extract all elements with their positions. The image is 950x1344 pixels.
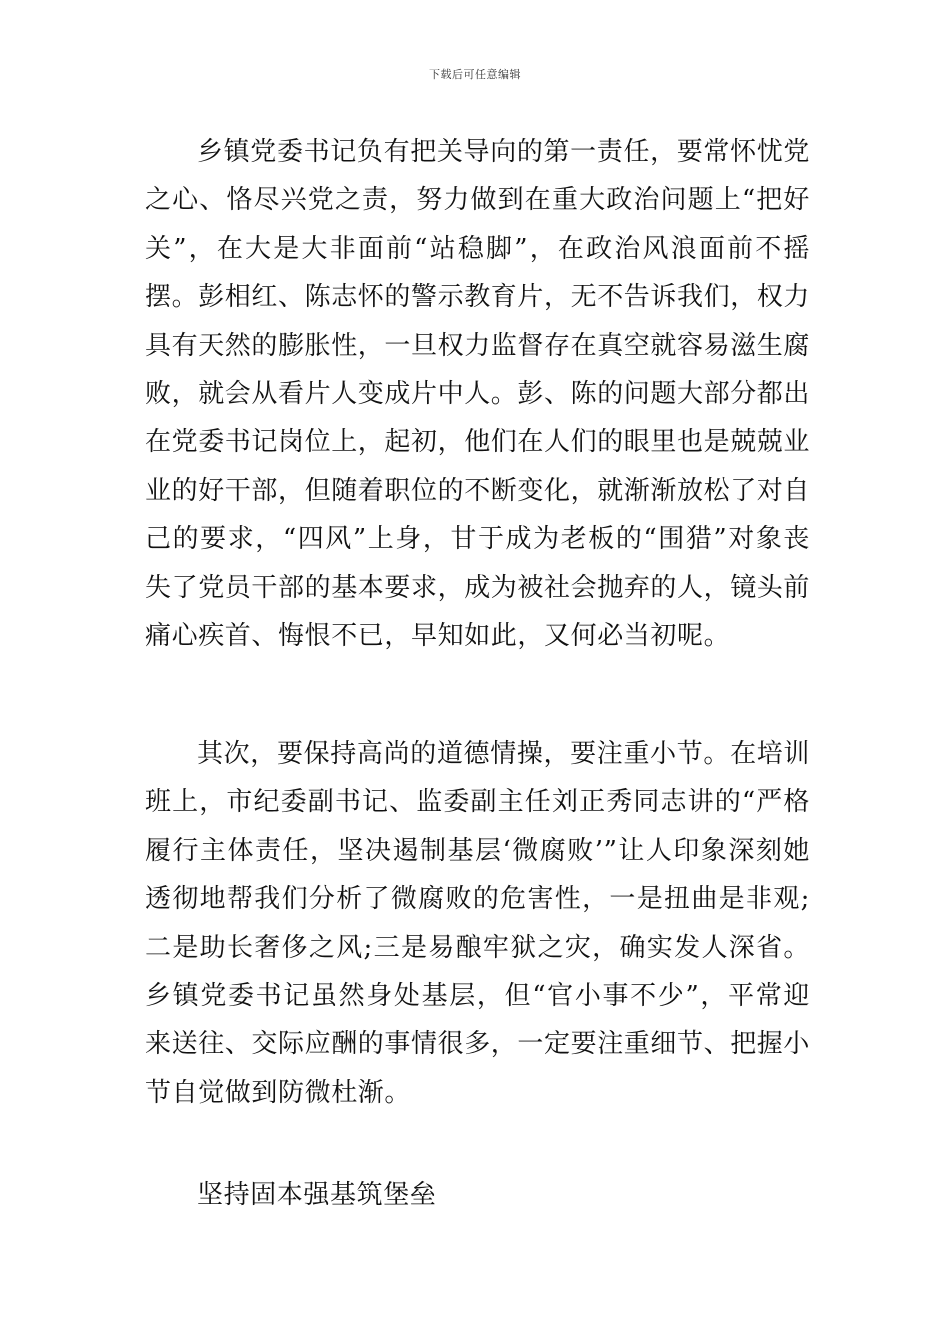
section-heading: 坚持固本强基筑堡垒 — [197, 1180, 437, 1210]
paragraph-text: 其次，要保持高尚的道德情操，要注重小节。在培训班上，市纪委副书记、监委副主任刘正秀同志讲的“严格履行主体责任，坚决遏制基层‘微腐败’”让人印象深刻她透彻地帮我们分析了微腐败的危害性，一是扭曲是非观;二是助长奢侈之风;三是易酿牢狱之灾，确实发人深省。乡镇党委书记虽然身处基层，但“官小事不少”，平常迎来送往、交际应酬的事情很多，一定要注重细节、把握小节自觉做到防微杜渐。 — [145, 739, 811, 1108]
paragraph-responsibility — [145, 128, 810, 660]
paragraph-moral-integrity — [145, 730, 810, 1117]
header-note: 下载后可任意编辑 — [429, 68, 521, 81]
paragraph-text: 乡镇党委书记负有把关导向的第一责任，要常怀忧党之心、恪尽兴党之责，努力做到在重大政治问题上“把好关”，在大是大非面前“站稳脚”，在政治风浪面前不摇摆。彭相红、陈志怀的警示教育片，无不告诉我们，权力具有天然的膨胀性，一旦权力监督存在真空就容易滋生腐败，就会从看片人变成片中人。彭、陈的问题大部分都出在党委书记岗位上，起初，他们在人们的眼里也是兢兢业业的好干部，但随着职位的不断变化，就渐渐放松了对自己的要求，“四风”上身，甘于成为老板的“围猎”对象丧失了党员干部的基本要求，成为被社会抛弃的人，镜头前痛心疾首、悔恨不已，早知如此，又何必当初呢。 — [145, 137, 811, 652]
